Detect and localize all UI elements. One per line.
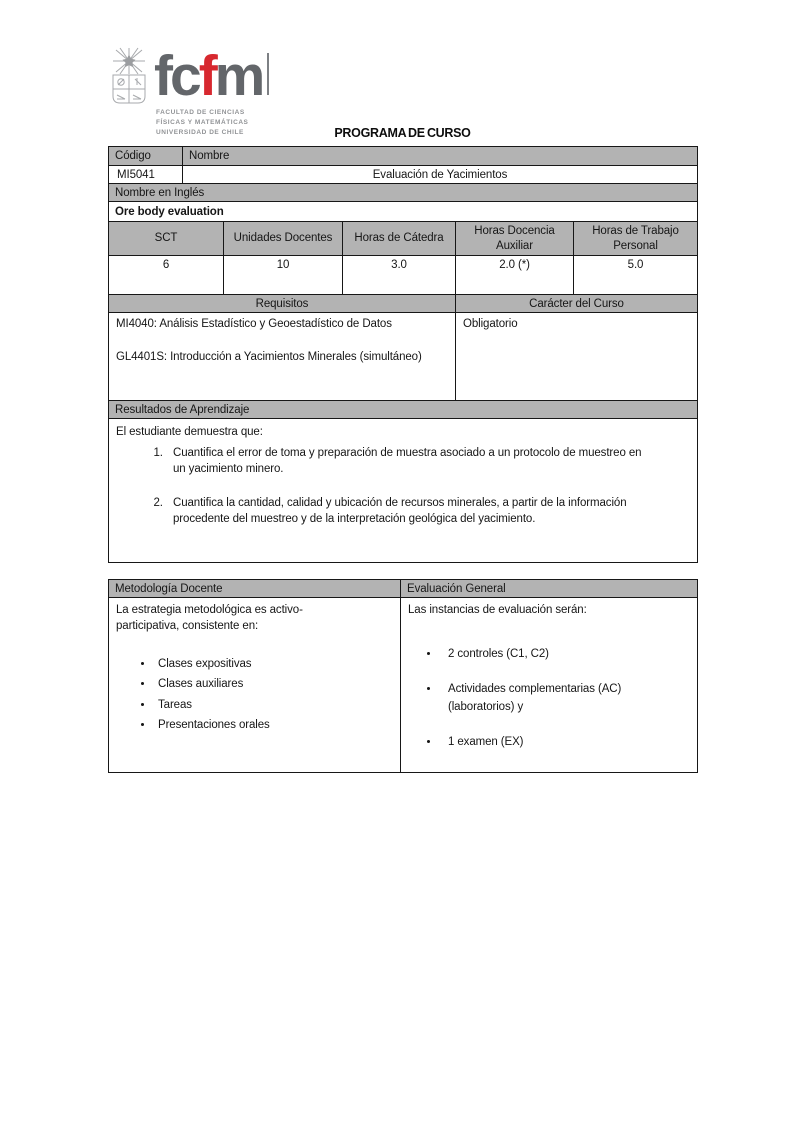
- resultado-item: 1. Cuantifica el error de toma y preparación de muestra asociado a un protocolo de muestreo en un yacimiento minero.: [166, 446, 644, 477]
- wordmark-bar: [267, 53, 269, 95]
- wordmark-gray-part2: m: [214, 44, 263, 108]
- hours-table: [108, 221, 698, 296]
- requisito-item: GL4401S: Introducción a Yacimientos Minerales (simultáneo): [116, 351, 422, 364]
- metodologia-header: Metodología Docente: [109, 580, 401, 598]
- nombre-ingles-value: Ore body evaluation: [109, 202, 698, 223]
- caracter-value: Obligatorio: [456, 313, 698, 402]
- sct-header: SCT: [109, 222, 224, 256]
- university-crest-icon: [108, 47, 150, 109]
- resultados-header: Resultados de Aprendizaje: [109, 401, 698, 419]
- caption-line: FACULTAD DE CIENCIAS: [156, 109, 245, 116]
- unidades-docentes-value: 10: [224, 256, 343, 296]
- caption-line: FÍSICAS Y MATEMÁTICAS: [156, 118, 249, 126]
- metodologia-item: • Tareas: [154, 697, 393, 714]
- codigo-value: MI5041: [109, 166, 183, 184]
- metodologia-item: • Clases auxiliares: [154, 676, 393, 693]
- metodologia-item: • Clases expositivas: [154, 656, 393, 673]
- caracter-header: Carácter del Curso: [456, 295, 698, 313]
- evaluacion-item: • 1 examen (EX): [440, 734, 650, 752]
- requisitos-header: Requisitos: [109, 295, 456, 313]
- evaluacion-header: Evaluación General: [401, 580, 698, 598]
- requisites-table: [108, 294, 698, 402]
- horas-trabajo-personal-value: 5.0: [574, 256, 698, 296]
- horas-trabajo-personal-header: Horas de Trabajo Personal: [574, 222, 698, 256]
- wordmark-red-accent: f: [198, 44, 215, 108]
- resultado-item: 2. Cuantifica la cantidad, calidad y ubicación de recursos minerales, a partir de la información procedente del muestreo y de la interpretación geológica del yacimiento.: [166, 496, 644, 527]
- page-title: PROGRAMA DE CURSO: [334, 126, 471, 140]
- requisitos-content: [109, 313, 456, 402]
- fcfm-wordmark: [154, 44, 269, 108]
- evaluacion-content: [401, 598, 698, 773]
- metodologia-item: • Presentaciones orales: [154, 717, 393, 734]
- course-program-document: [108, 146, 697, 773]
- horas-docencia-auxiliar-value: 2.0 (*): [456, 256, 574, 296]
- unidades-docentes-header: Unidades Docentes: [224, 222, 343, 256]
- metodologia-intro: La estrategia metodológica es activo-participativa, consistente en:: [116, 604, 303, 633]
- evaluacion-intro: Las instancias de evaluación serán:: [408, 604, 587, 616]
- evaluacion-item: • Actividades complementarias (AC) (laboratorios) y: [440, 681, 650, 717]
- nombre-ingles-header: Nombre en Inglés: [109, 184, 698, 202]
- codigo-header: Código: [109, 147, 183, 166]
- resultados-content: [109, 419, 698, 563]
- resultados-list: [116, 446, 690, 527]
- horas-catedra-header: Horas de Cátedra: [343, 222, 456, 256]
- horas-docencia-auxiliar-header: Horas Docencia Auxiliar: [456, 222, 574, 256]
- metodologia-content: [109, 598, 401, 773]
- horas-catedra-value: 3.0: [343, 256, 456, 296]
- learning-outcomes-table: [108, 400, 698, 563]
- nombre-header: Nombre: [183, 147, 698, 166]
- wordmark-gray-part1: fc: [154, 44, 199, 108]
- resultados-intro: El estudiante demuestra que:: [116, 426, 263, 438]
- course-identity-table: [108, 146, 698, 223]
- nombre-value: Evaluación de Yacimientos: [183, 166, 698, 184]
- evaluacion-item: • 2 controles (C1, C2): [440, 646, 650, 664]
- methodology-evaluation-table: [108, 579, 698, 773]
- metodologia-list: [116, 656, 393, 733]
- caption-line: UNIVERSIDAD DE CHILE: [156, 128, 244, 136]
- evaluacion-list: [408, 646, 656, 751]
- sct-value: 6: [109, 256, 224, 296]
- requisito-item: MI4040: Análisis Estadístico y Geoestadístico de Datos: [116, 318, 392, 330]
